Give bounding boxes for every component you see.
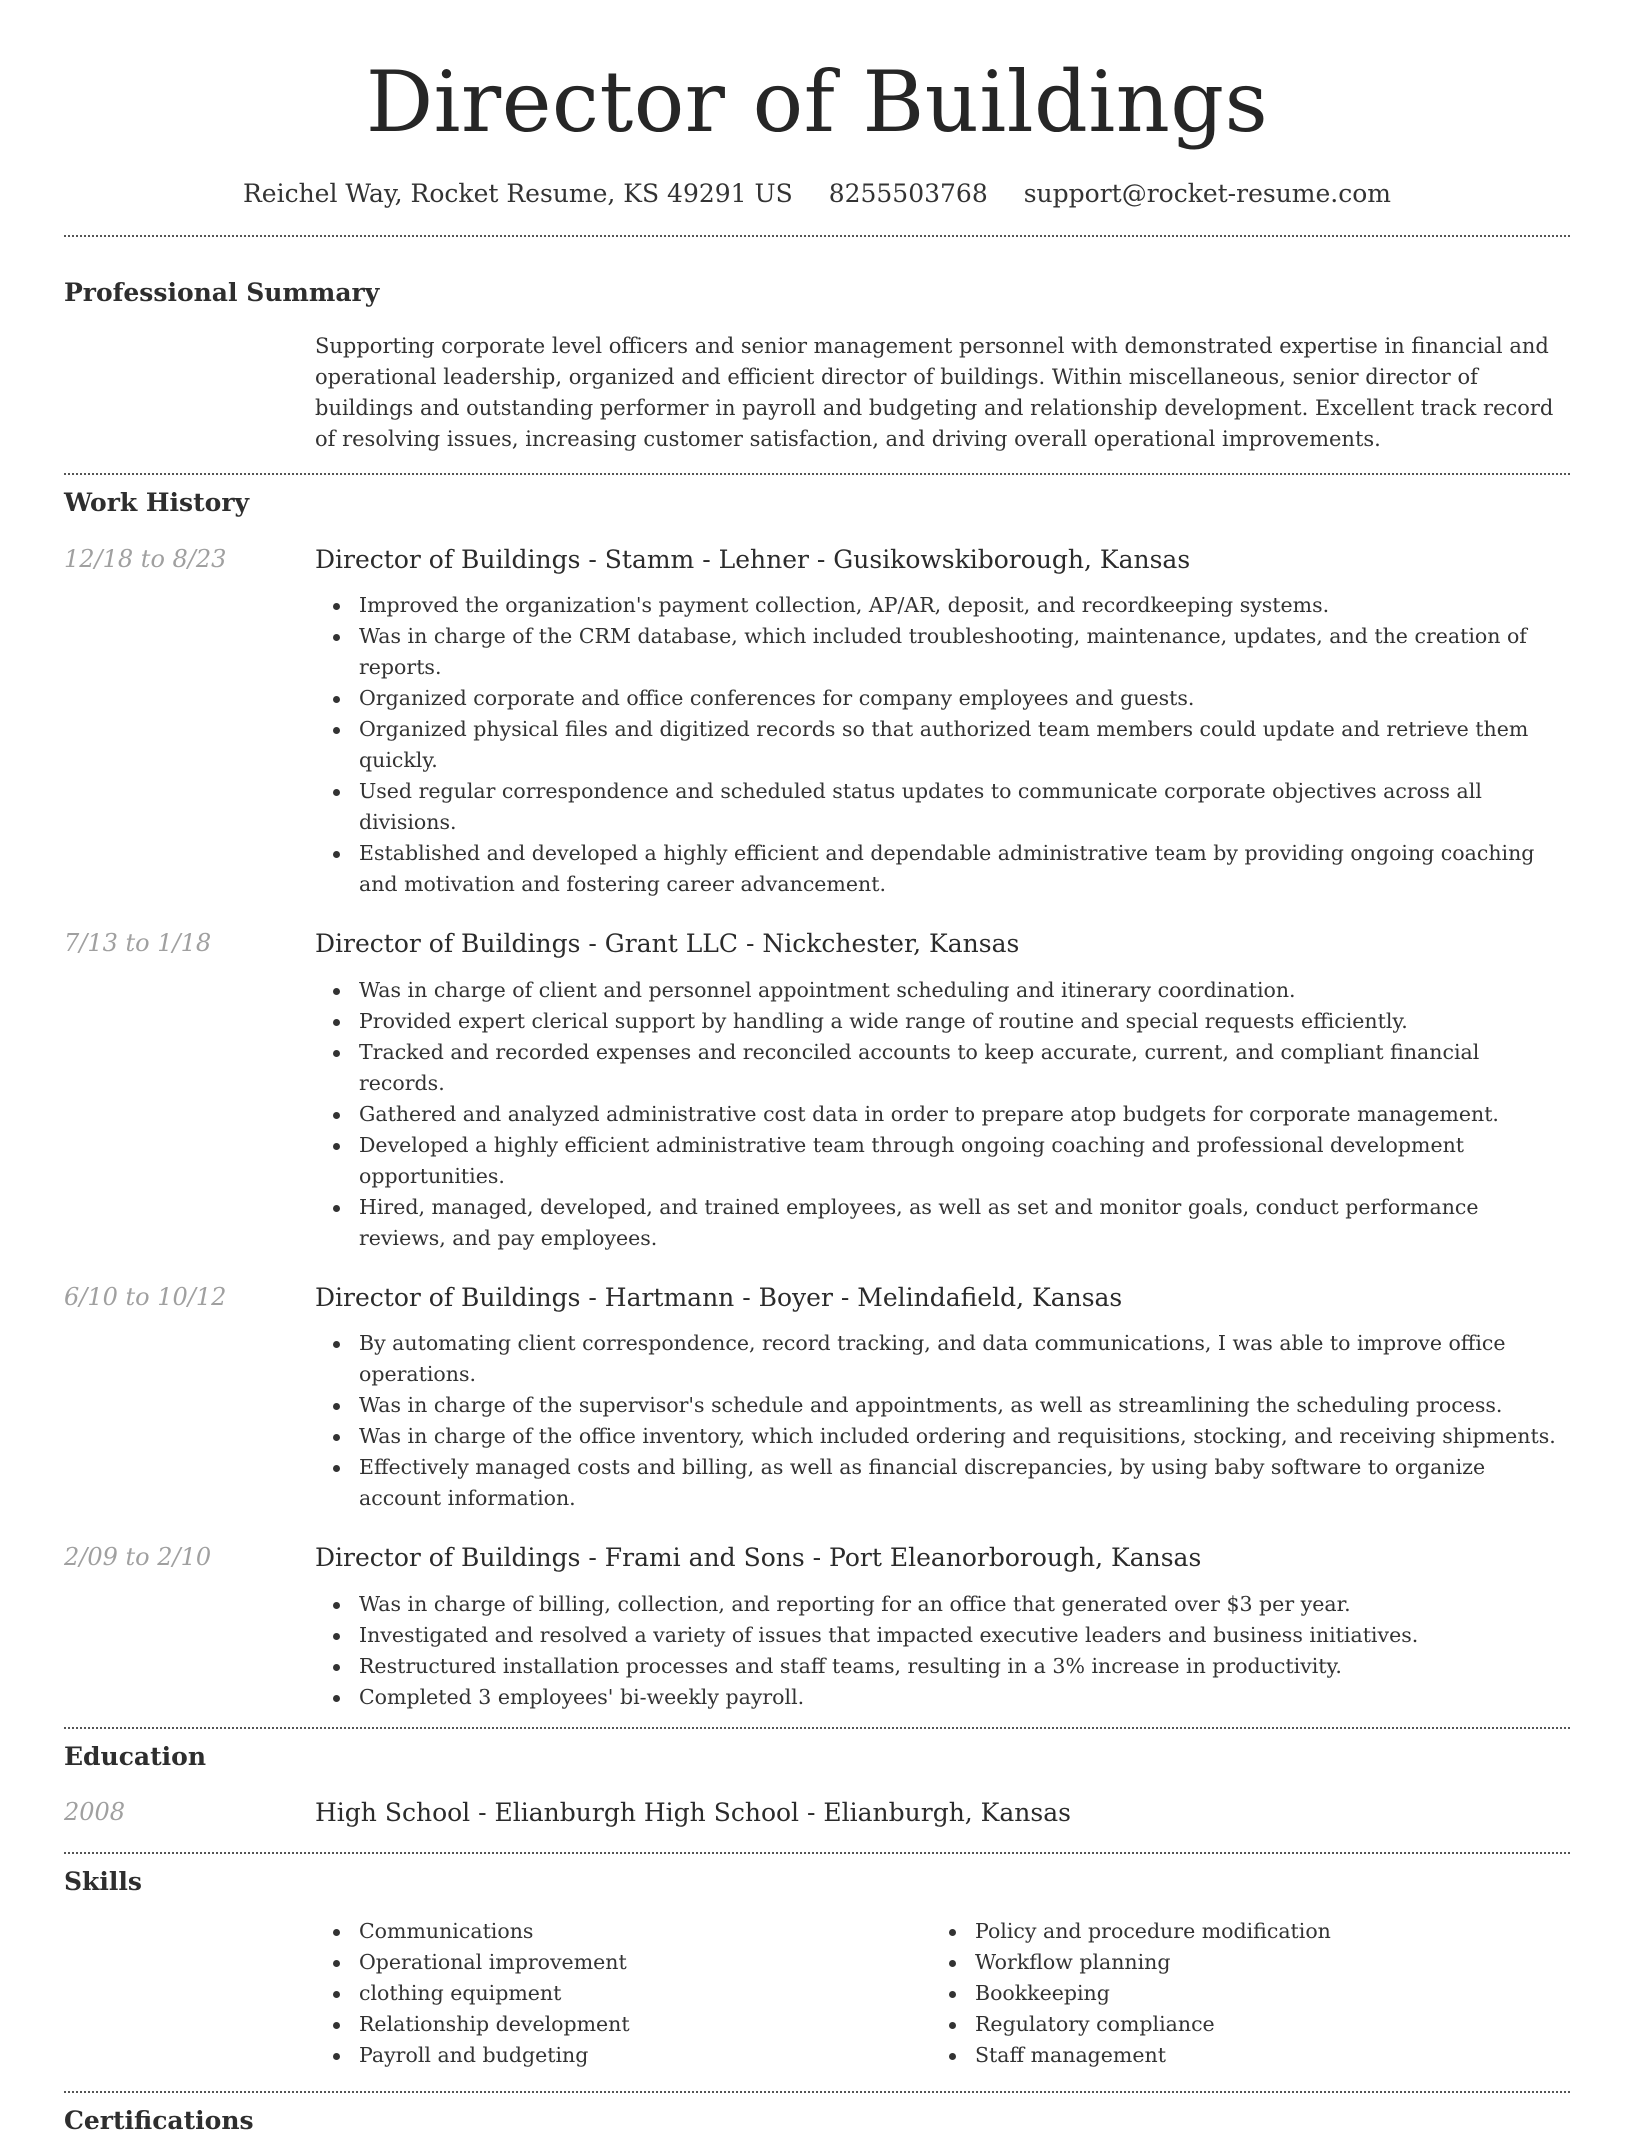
job-entry xyxy=(64,544,1570,901)
skills-list xyxy=(315,1916,1570,2071)
list-item: Hired, managed, developed, and trained employees, as well as set and monitor goals, conduct performance reviews, and pay employees. xyxy=(315,1192,1570,1254)
certifications-heading: Certifications xyxy=(64,2106,254,2136)
job-entry xyxy=(64,928,1570,1254)
job-bullets xyxy=(315,1328,1570,1514)
list-item: Communications xyxy=(315,1916,931,1947)
list-item: Used regular correspondence and scheduled status updates to communicate corporate objectives across all divisions. xyxy=(315,776,1570,838)
skills-column-1 xyxy=(315,1916,931,2071)
list-item: Gathered and analyzed administrative cost data in order to prepare atop budgets for corporate management. xyxy=(315,1099,1570,1130)
job-dates: 7/13 to 1/18 xyxy=(64,929,212,958)
list-item: Was in charge of client and personnel appointment scheduling and itinerary coordination. xyxy=(315,975,1570,1006)
list-item: Was in charge of the supervisor's schedule and appointments, as well as streamlining the scheduling process. xyxy=(315,1390,1570,1421)
job-bullets xyxy=(315,975,1570,1254)
education-detail: High School - Elianburgh High School - Elianburgh, Kansas xyxy=(315,1798,1071,1828)
divider xyxy=(64,1727,1570,1729)
divider xyxy=(64,1852,1570,1854)
job-bullets xyxy=(315,1589,1570,1713)
list-item: Operational improvement xyxy=(315,1947,931,1978)
list-item: Staff management xyxy=(931,2040,1547,2071)
list-item: Relationship development xyxy=(315,2009,931,2040)
candidate-name: Director of Buildings xyxy=(365,53,1269,151)
certifications-section xyxy=(64,2105,1570,2138)
job-bullets xyxy=(315,590,1570,900)
education-section xyxy=(64,1741,1570,1830)
job-entry xyxy=(64,1542,1570,1713)
list-item: Effectively managed costs and billing, as well as financial discrepancies, by using baby software to organize account information. xyxy=(315,1452,1570,1514)
list-item: Regulatory compliance xyxy=(931,2009,1547,2040)
job-entry xyxy=(64,1282,1570,1515)
job-title: Director of Buildings - Grant LLC - Nickchester, Kansas xyxy=(315,929,1020,959)
list-item: Provided expert clerical support by handling a wide range of routine and special requests efficiently. xyxy=(315,1006,1570,1037)
work-history-heading: Work History xyxy=(64,488,250,518)
skills-column-2 xyxy=(931,1916,1547,2071)
list-item: Was in charge of the CRM database, which included troubleshooting, maintenance, updates, and the creation of reports. xyxy=(315,621,1570,683)
list-item: Workflow planning xyxy=(931,1947,1547,1978)
list-item: Organized corporate and office conferences for company employees and guests. xyxy=(315,683,1570,714)
job-title: Director of Buildings - Stamm - Lehner - Gusikowskiborough, Kansas xyxy=(315,544,1191,574)
education-year: 2008 xyxy=(64,1798,126,1827)
resume-header xyxy=(64,0,1570,209)
list-item: Bookkeeping xyxy=(931,1978,1547,2009)
list-item: clothing equipment xyxy=(315,1978,931,2009)
list-item: Was in charge of billing, collection, and reporting for an office that generated over $3 per year. xyxy=(315,1589,1570,1620)
education-entry xyxy=(64,1797,1570,1830)
divider xyxy=(64,473,1570,475)
summary-heading: Professional Summary xyxy=(64,277,380,307)
resume-page xyxy=(64,0,1570,2138)
list-item: Investigated and resolved a variety of issues that impacted executive leaders and business initiatives. xyxy=(315,1620,1570,1651)
education-heading: Education xyxy=(64,1741,207,1771)
job-dates: 2/09 to 2/10 xyxy=(64,1543,212,1572)
contact-email[interactable]: support@rocket-resume.com xyxy=(1023,178,1392,208)
contact-line xyxy=(64,179,1570,209)
skills-section xyxy=(64,1866,1570,2072)
list-item: Established and developed a highly efficient and dependable administrative team by providing ongoing coaching and motivation and fostering career advancement. xyxy=(315,838,1570,900)
skills-heading: Skills xyxy=(64,1866,142,1896)
job-title: Director of Buildings - Frami and Sons - Port Eleanorborough, Kansas xyxy=(315,1543,1202,1573)
summary-section xyxy=(64,277,1570,456)
contact-phone: 8255503768 xyxy=(828,178,988,208)
list-item: Organized physical files and digitized records so that authorized team members could update and retrieve them quickly. xyxy=(315,714,1570,776)
list-item: Improved the organization's payment collection, AP/AR, deposit, and recordkeeping systems. xyxy=(315,590,1570,621)
list-item: Was in charge of the office inventory, which included ordering and requisitions, stocking, and receiving shipments. xyxy=(315,1421,1570,1452)
list-item: Restructured installation processes and staff teams, resulting in a 3% increase in productivity. xyxy=(315,1651,1570,1682)
contact-address: Reichel Way, Rocket Resume, KS 49291 US xyxy=(242,178,793,208)
list-item: Policy and procedure modification xyxy=(931,1916,1547,1947)
divider xyxy=(64,235,1570,237)
list-item: Developed a highly efficient administrative team through ongoing coaching and professional development opportunities. xyxy=(315,1130,1570,1192)
divider xyxy=(64,2091,1570,2093)
list-item: Completed 3 employees' bi-weekly payroll. xyxy=(315,1682,1570,1713)
list-item: Tracked and recorded expenses and reconciled accounts to keep accurate, current, and compliant financial records. xyxy=(315,1037,1570,1099)
job-dates: 12/18 to 8/23 xyxy=(64,544,227,573)
job-dates: 6/10 to 10/12 xyxy=(64,1282,227,1311)
list-item: Payroll and budgeting xyxy=(315,2040,931,2071)
job-title: Director of Buildings - Hartmann - Boyer - Melindafield, Kansas xyxy=(315,1282,1123,1312)
work-history-section xyxy=(64,487,1570,1713)
list-item: By automating client correspondence, record tracking, and data communications, I was able to improve office operations. xyxy=(315,1328,1570,1390)
summary-text: Supporting corporate level officers and senior management personnel with demonstrated expertise in financial and operational leadership, organized and efficient director of buildings. Within miscellaneous, senior director of buildings and outstanding performer in payroll and budgeting and relationship development. Excellent track record of resolving issues, increasing customer satisfaction, and driving overall operational improvements. xyxy=(315,334,1554,452)
